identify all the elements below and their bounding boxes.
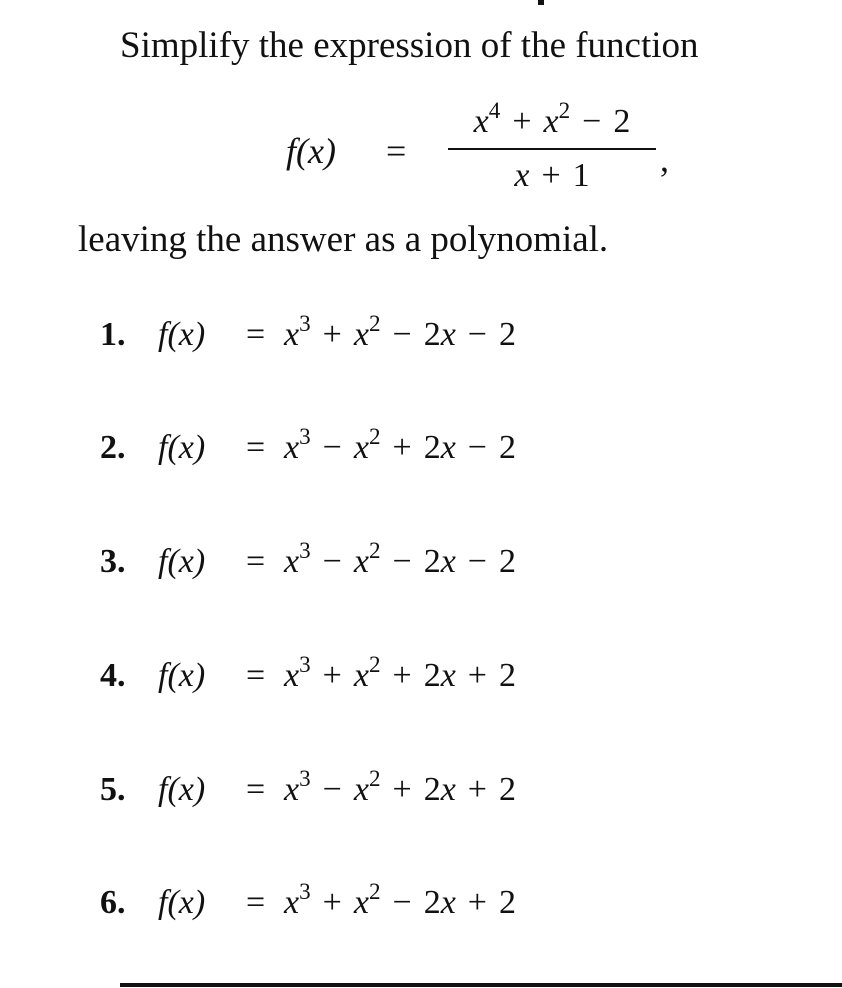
exponent: 2	[368, 538, 381, 565]
prompt-line-1: Simplify the expression of the function	[120, 25, 699, 66]
operator: −	[322, 543, 342, 580]
operator: −	[322, 771, 342, 808]
exponent: 2	[558, 98, 571, 125]
operator: +	[392, 771, 412, 808]
operator: −	[582, 103, 602, 140]
operator: +	[467, 657, 487, 694]
option-expression	[284, 424, 516, 467]
term: $x^2$	[353, 652, 381, 694]
operator: −	[467, 543, 487, 580]
operator: −	[392, 543, 412, 580]
option-equals: =	[246, 884, 266, 921]
option-expression	[284, 311, 516, 354]
exponent: 4	[488, 98, 501, 125]
answer-option-4[interactable]	[100, 652, 516, 695]
option-expression	[284, 652, 516, 695]
option-number: 2.	[100, 429, 126, 466]
term: 2	[498, 771, 516, 808]
term: 2x	[423, 543, 456, 580]
term: $x^3$	[284, 652, 311, 694]
answer-option-3[interactable]	[100, 538, 516, 581]
term: 2x	[423, 429, 456, 466]
bottom-rule	[120, 983, 842, 987]
option-lhs: f(x)	[158, 884, 206, 921]
term: $x^2$	[353, 311, 381, 353]
exponent: 2	[368, 879, 381, 906]
term: 1	[572, 157, 590, 194]
term: 2x	[423, 316, 456, 353]
term: 2	[498, 657, 516, 694]
exponent: 2	[368, 424, 381, 451]
term: $x^4$	[473, 98, 501, 140]
term: 2x	[423, 771, 456, 808]
term: 2x	[423, 884, 456, 921]
equation-equals: =	[386, 131, 407, 171]
exponent: 2	[368, 766, 381, 793]
operator: +	[392, 429, 412, 466]
operator: +	[322, 884, 342, 921]
term: 2	[498, 884, 516, 921]
option-lhs: f(x)	[158, 657, 206, 694]
exponent: 3	[299, 311, 311, 338]
answer-option-5[interactable]	[100, 766, 516, 809]
operator: −	[467, 316, 487, 353]
exponent: 3	[299, 652, 311, 679]
term: $x^3$	[284, 879, 311, 921]
operator: +	[512, 103, 532, 140]
term: $x^3$	[284, 538, 311, 580]
term: $x^2$	[353, 538, 381, 580]
exponent: 3	[299, 538, 311, 565]
equation-comma: ,	[660, 139, 669, 179]
exponent: 2	[368, 652, 381, 679]
term: x	[514, 157, 530, 194]
option-equals: =	[246, 771, 266, 808]
prompt-line-2: leaving the answer as a polynomial.	[78, 219, 609, 260]
option-number: 6.	[100, 884, 126, 921]
fraction-bar	[448, 148, 656, 150]
operator: +	[322, 316, 342, 353]
option-expression	[284, 766, 516, 809]
page-top-mark	[538, 0, 544, 5]
operator: +	[467, 771, 487, 808]
term: $x^3$	[284, 424, 311, 466]
operator: −	[392, 884, 412, 921]
option-lhs: f(x)	[158, 429, 206, 466]
operator: −	[392, 316, 412, 353]
operator: +	[541, 157, 561, 194]
equation-lhs: f(x)	[286, 131, 336, 171]
answer-option-1[interactable]	[100, 311, 516, 354]
option-number: 4.	[100, 657, 126, 694]
operator: +	[392, 657, 412, 694]
term: $x^2$	[353, 424, 381, 466]
term: 2	[613, 103, 631, 140]
operator: +	[467, 884, 487, 921]
option-equals: =	[246, 543, 266, 580]
exponent: 2	[368, 311, 381, 338]
option-number: 1.	[100, 316, 126, 353]
option-equals: =	[246, 657, 266, 694]
exponent: 3	[299, 879, 311, 906]
option-number: 5.	[100, 771, 126, 808]
operator: −	[322, 429, 342, 466]
option-lhs: f(x)	[158, 771, 206, 808]
option-expression	[284, 879, 516, 922]
option-equals: =	[246, 429, 266, 466]
answer-option-6[interactable]	[100, 879, 516, 922]
term: 2	[498, 429, 516, 466]
term: $x^2$	[353, 766, 381, 808]
fraction-denominator	[448, 156, 656, 196]
exponent: 3	[299, 766, 311, 793]
term: $x^3$	[284, 311, 311, 353]
operator: −	[467, 429, 487, 466]
exponent: 3	[299, 424, 311, 451]
term: $x^2$	[543, 98, 571, 140]
option-expression	[284, 538, 516, 581]
option-lhs: f(x)	[158, 316, 206, 353]
term: 2	[498, 316, 516, 353]
option-equals: =	[246, 316, 266, 353]
option-number: 3.	[100, 543, 126, 580]
term: $x^3$	[284, 766, 311, 808]
answer-option-2[interactable]	[100, 424, 516, 467]
operator: +	[322, 657, 342, 694]
option-lhs: f(x)	[158, 543, 206, 580]
term: 2x	[423, 657, 456, 694]
fraction-numerator	[448, 100, 656, 144]
equation-fraction	[448, 100, 656, 196]
term: $x^2$	[353, 879, 381, 921]
term: 2	[498, 543, 516, 580]
